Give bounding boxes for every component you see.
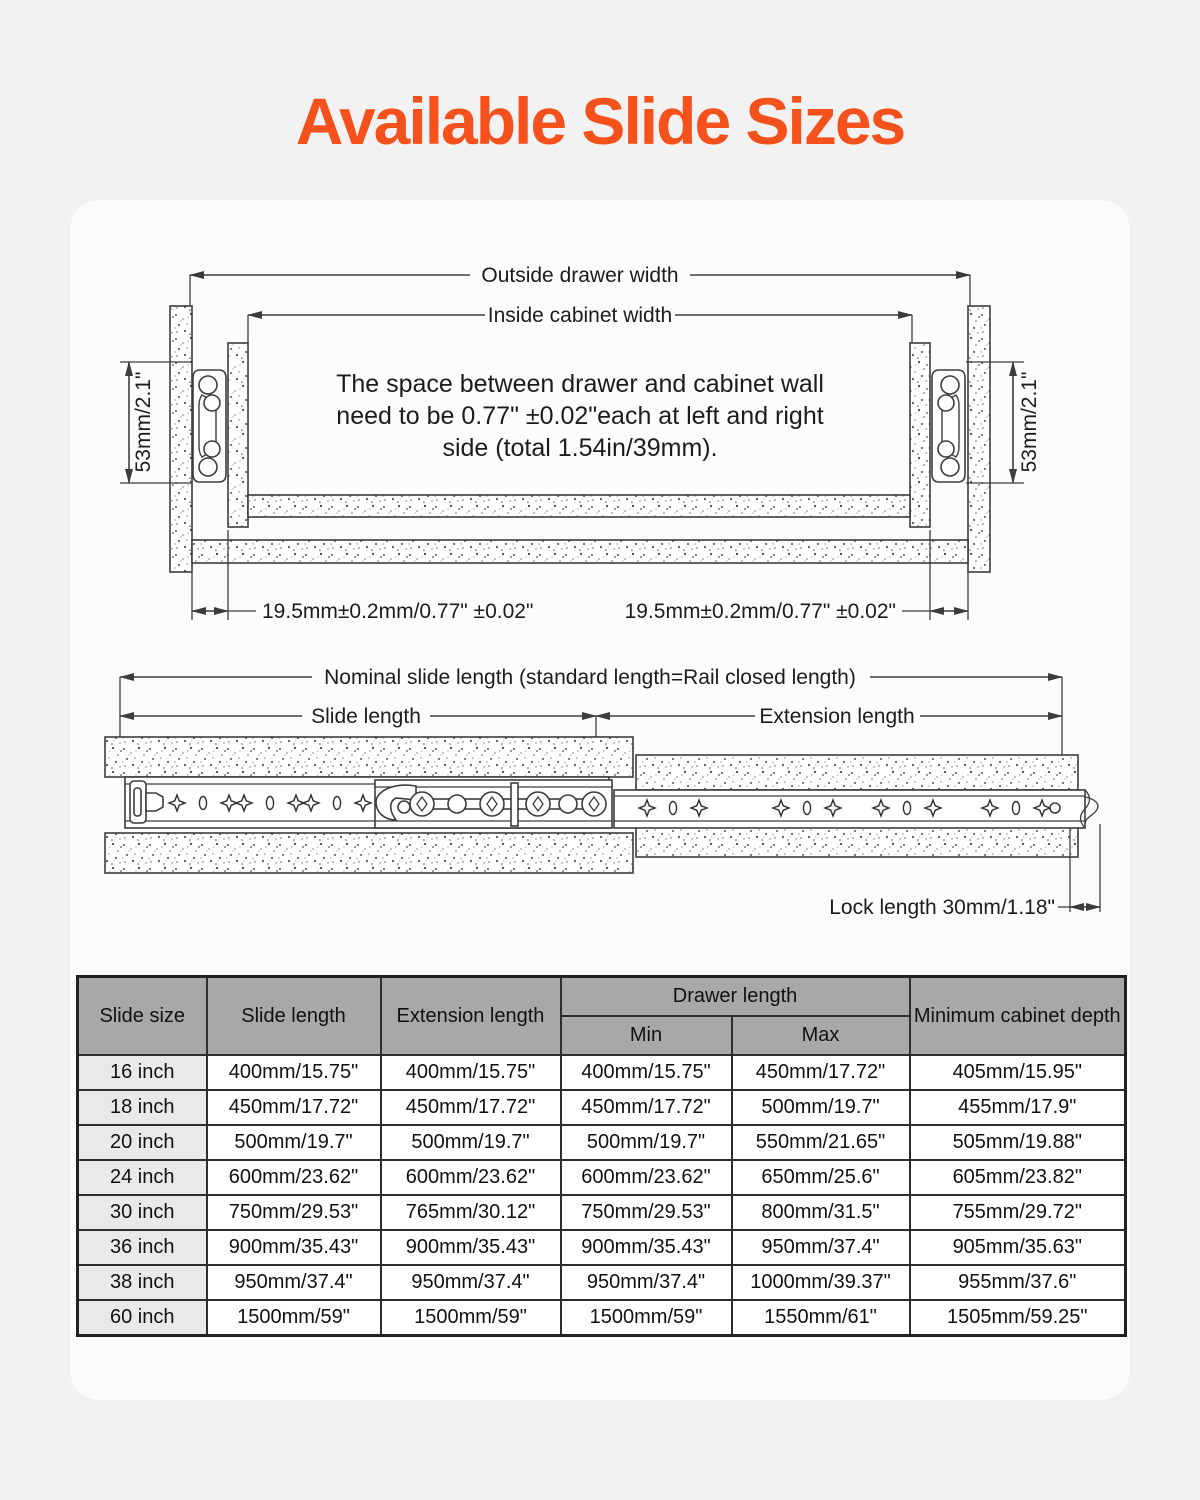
row-header-cell: 30 inch	[78, 1195, 207, 1230]
table-cell: 400mm/15.75"	[561, 1055, 732, 1090]
note-line-3: side (total 1.54in/39mm).	[442, 434, 718, 462]
table-row	[78, 1090, 1126, 1125]
table-cell: 505mm/19.88"	[910, 1125, 1126, 1160]
table-cell: 1000mm/39.37"	[732, 1265, 910, 1300]
slide-length-dimension	[120, 705, 596, 728]
row-header-cell: 16 inch	[78, 1055, 207, 1090]
cabinet-bottom-panel	[192, 540, 968, 563]
right-drawer-wall	[910, 343, 930, 527]
table-cell: 650mm/25.6"	[732, 1160, 910, 1195]
col-drawer-max: Max	[732, 1016, 910, 1055]
table-cell: 600mm/23.62"	[381, 1160, 561, 1195]
table-cell: 450mm/17.72"	[732, 1055, 910, 1090]
table-cell: 500mm/19.7"	[207, 1125, 381, 1160]
table-row	[78, 1055, 1126, 1090]
size-table-body	[78, 1055, 1126, 1336]
left-slide-profile	[193, 370, 226, 482]
col-drawer-min: Min	[561, 1016, 732, 1055]
table-row	[78, 1230, 1126, 1265]
table-row	[78, 1160, 1126, 1195]
table-row	[78, 1195, 1126, 1230]
table-cell: 950mm/37.4"	[207, 1265, 381, 1300]
table-cell: 1500mm/59"	[561, 1300, 732, 1336]
table-cell: 500mm/19.7"	[381, 1125, 561, 1160]
table-cell: 905mm/35.63"	[910, 1230, 1126, 1265]
col-min-cabinet-depth: Minimum cabinet depth	[910, 977, 1126, 1056]
table-cell: 600mm/23.62"	[561, 1160, 732, 1195]
table-cell: 750mm/29.53"	[207, 1195, 381, 1230]
table-cell: 400mm/15.75"	[207, 1055, 381, 1090]
table-cell: 600mm/23.62"	[207, 1160, 381, 1195]
table-cell: 405mm/15.95"	[910, 1055, 1126, 1090]
table-cell: 455mm/17.9"	[910, 1090, 1126, 1125]
table-cell: 750mm/29.53"	[561, 1195, 732, 1230]
col-extension-length: Extension length	[381, 977, 561, 1056]
page-title: Available Slide Sizes	[295, 84, 905, 158]
left-height-label: 53mm/2.1"	[132, 371, 155, 473]
col-slide-length: Slide length	[207, 977, 381, 1056]
rail-mechanism	[375, 780, 612, 828]
table-cell: 450mm/17.72"	[561, 1090, 732, 1125]
rail-end-hook	[1085, 797, 1098, 824]
table-row	[78, 1265, 1126, 1300]
table-cell: 400mm/15.75"	[381, 1055, 561, 1090]
row-header-cell: 24 inch	[78, 1160, 207, 1195]
table-cell: 955mm/37.6"	[910, 1265, 1126, 1300]
table-cell: 755mm/29.72"	[910, 1195, 1126, 1230]
table-cell: 800mm/31.5"	[732, 1195, 910, 1230]
table-cell: 1550mm/61"	[732, 1300, 910, 1336]
table-cell: 900mm/35.43"	[207, 1230, 381, 1265]
outside-width-label: Outside drawer width	[481, 264, 679, 287]
inner-rail	[614, 790, 1098, 828]
table-cell: 1500mm/59"	[207, 1300, 381, 1336]
table-cell: 550mm/21.65"	[732, 1125, 910, 1160]
table-cell: 500mm/19.7"	[732, 1090, 910, 1125]
table-cell: 950mm/37.4"	[732, 1230, 910, 1265]
table-cell: 1505mm/59.25"	[910, 1300, 1126, 1336]
table-cell: 900mm/35.43"	[561, 1230, 732, 1265]
col-slide-size: Slide size	[78, 977, 207, 1056]
right-cabinet-wall	[968, 306, 990, 572]
row-header-cell: 60 inch	[78, 1300, 207, 1336]
table-cell: 605mm/23.82"	[910, 1160, 1126, 1195]
slide-length-label: Slide length	[311, 705, 421, 728]
size-table	[76, 975, 1127, 1337]
table-row	[78, 1300, 1126, 1336]
size-table-header	[78, 977, 1126, 1056]
left-gap-label: 19.5mm±0.2mm/0.77" ±0.02"	[262, 600, 534, 623]
note-line-2: need to be 0.77" ±0.02"each at left and right	[336, 402, 824, 430]
nominal-length-label: Nominal slide length (standard length=Rail closed length)	[324, 666, 856, 689]
right-slide-profile	[932, 370, 965, 482]
table-row	[78, 1125, 1126, 1160]
drawer-cross-section-diagram	[70, 240, 1130, 650]
drawer-bottom-panel	[248, 495, 910, 517]
table-cell: 450mm/17.72"	[381, 1090, 561, 1125]
row-header-cell: 38 inch	[78, 1265, 207, 1300]
left-cabinet-wall	[170, 306, 192, 572]
inside-width-dimension	[248, 304, 912, 343]
slide-length-diagram	[70, 650, 1130, 940]
row-header-cell: 18 inch	[78, 1090, 207, 1125]
drawer-note	[336, 370, 824, 462]
table-cell: 950mm/37.4"	[381, 1265, 561, 1300]
lock-length-label: Lock length 30mm/1.18"	[829, 896, 1055, 919]
note-line-1: The space between drawer and cabinet wall	[336, 370, 824, 398]
table-cell: 765mm/30.12"	[381, 1195, 561, 1230]
row-header-cell: 20 inch	[78, 1125, 207, 1160]
right-height-label: 53mm/2.1"	[1018, 371, 1041, 473]
inside-width-label: Inside cabinet width	[487, 304, 673, 327]
table-cell: 1500mm/59"	[381, 1300, 561, 1336]
col-drawer-length: Drawer length	[561, 977, 910, 1017]
table-cell: 450mm/17.72"	[207, 1090, 381, 1125]
table-cell: 900mm/35.43"	[381, 1230, 561, 1265]
right-gap-label: 19.5mm±0.2mm/0.77" ±0.02"	[624, 600, 896, 623]
extension-length-label: Extension length	[759, 705, 915, 728]
table-cell: 500mm/19.7"	[561, 1125, 732, 1160]
content-card	[70, 200, 1130, 1400]
table-cell: 950mm/37.4"	[561, 1265, 732, 1300]
row-header-cell: 36 inch	[78, 1230, 207, 1265]
left-drawer-wall	[228, 343, 248, 527]
